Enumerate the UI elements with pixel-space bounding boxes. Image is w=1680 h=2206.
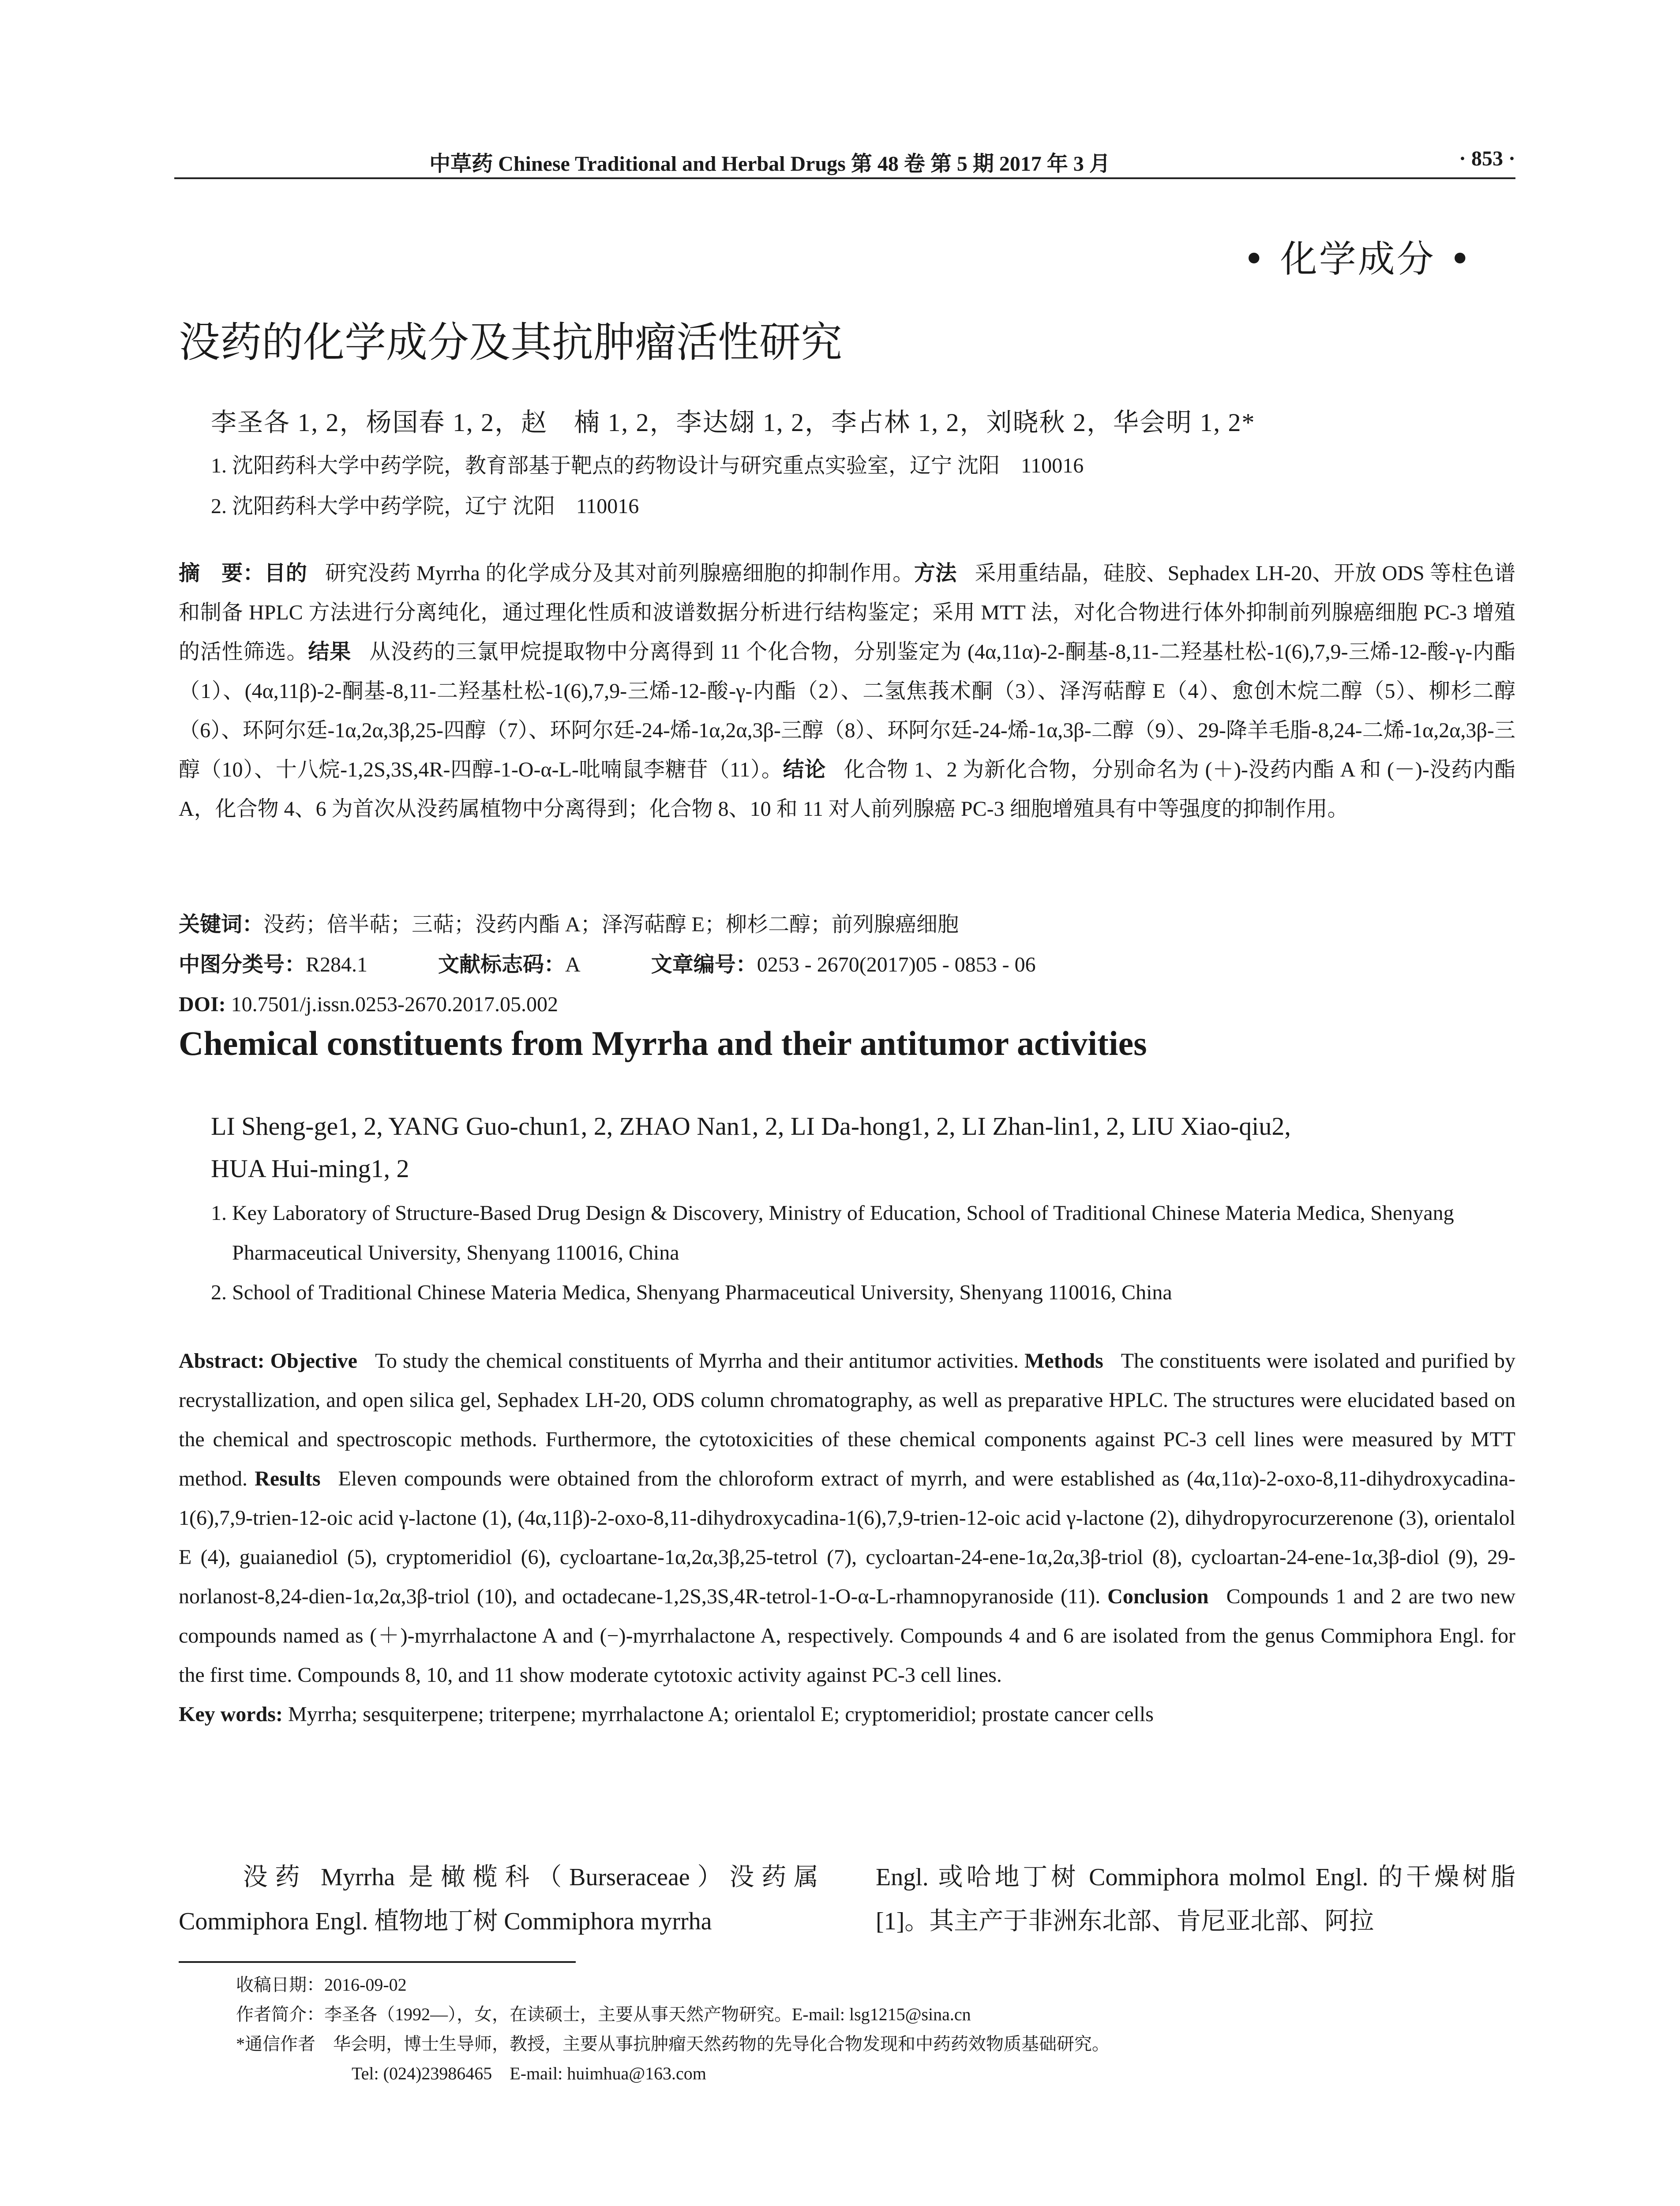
cn-affiliations bbox=[211, 446, 1084, 527]
footnotes bbox=[236, 1970, 1515, 2088]
en-keywords: Myrrha; sesquiterpene; triterpene; myrrhalactone A; orientalol E; cryptomeridiol; prostate cancer cells bbox=[288, 1703, 1154, 1726]
en-affiliation-2: 2. School of Traditional Chinese Materia Medica, Shenyang Pharmaceutical University, Shenyang 110016, China bbox=[211, 1281, 1172, 1304]
cn-objective: 研究没药 Myrrha 的化学成分及其对前列腺癌细胞的抑制作用。 bbox=[325, 562, 914, 585]
doc-code-label: 文献标志码： bbox=[438, 952, 566, 977]
en-authors bbox=[211, 1105, 1490, 1190]
clc-label: 中图分类号： bbox=[179, 952, 306, 977]
en-keywords-line bbox=[179, 1695, 1515, 1734]
en-abstract bbox=[179, 1341, 1515, 1734]
cn-authors: 李圣各 1, 2，杨国春 1, 2，赵 楠 1, 2，李达翃 1, 2，李占林 1, 2，刘晓秋 2，华会明 1, 2* bbox=[211, 408, 1256, 437]
en-authors-line-1: LI Sheng-ge1, 2, YANG Guo-chun1, 2, ZHAO Nan1, 2, LI Da-hong1, 2, LI Zhan-lin1, 2, LIU Xiao-qiu2, bbox=[211, 1112, 1291, 1141]
en-results-label: Results bbox=[255, 1467, 321, 1490]
en-methods-label: Methods bbox=[1024, 1349, 1103, 1373]
footnote-received: 收稿日期：2016-09-02 bbox=[236, 1975, 407, 1995]
cn-keywords: 没药；倍半萜；三萜；没药内酯 A；泽泻萜醇 E；柳杉二醇；前列腺癌细胞 bbox=[263, 913, 959, 936]
en-conclusion-label: Conclusion bbox=[1107, 1585, 1209, 1608]
en-title: Chemical constituents from Myrrha and their antitumor activities bbox=[179, 1024, 1147, 1062]
cn-conclusion-label: 结论 bbox=[783, 757, 826, 782]
cn-methods-label: 方法 bbox=[914, 561, 957, 585]
cn-methods: 采用重结晶，硅胶、Sephadex LH-20、开放 ODS 等柱色谱和制备 HPLC 方法进行分离纯化，通过理化性质和波谱数据分析进行结构鉴定；采用 MTT 法，对化合物进行体外抑制前列腺癌细胞 PC-3 增殖的活性筛选。 bbox=[179, 562, 1515, 664]
cn-abstract-label: 摘 要：目的 bbox=[179, 561, 308, 585]
doi-line bbox=[179, 985, 1515, 1024]
article-no-value: 0253 - 2670(2017)05 - 0853 - 06 bbox=[757, 953, 1036, 976]
en-objective: To study the chemical constituents of Myrrha and their antitumor activities. bbox=[375, 1349, 1019, 1373]
footnote-author-bio: 作者简介：李圣各（1992—），女，在读硕士，主要从事天然产物研究。E-mail: lsg1215@sina.cn bbox=[236, 2004, 971, 2024]
en-conclusion: Compounds 1 and 2 are two new compounds named as (＋)-myrrhalactone A and (−)-myrrhalactone A, respectively. Compounds 4 and 6 are isolated from the genus Commiphora Engl. for the first time. Compounds 8, 10, and 11 show moderate cytotoxic activity against PC-3 cell lines. bbox=[179, 1585, 1516, 1687]
en-keywords-label: Key words: bbox=[179, 1703, 283, 1726]
cn-results: 从没药的三氯甲烷提取物中分离得到 11 个化合物，分别鉴定为 (4α,11α)-2-酮基-8,11-二羟基杜松-1(6),7,9-三烯-12-酸-γ-内酯（1）、(4α,11β)-2-酮基-8,11-二羟基杜松-1(6),7,9-三烯-12-酸-γ-内酯（2）、二氢焦莪术酮（3）、泽泻萜醇 E（4）、愈创木烷二醇（5）、柳杉二醇（6）、环阿尔廷-1α,2α,3β,25-四醇（7）、环阿尔廷-24-烯-1α,2α,3β-三醇（8）、环阿尔廷-24-烯-1α,3β-二醇（9）、29-降羊毛脂-8,24-二烯-1α,2α,3β-三醇（10）、十八烷-1,2S,3S,4R-四醇-1-O-α-L-吡喃鼠李糖苷（11）。 bbox=[179, 640, 1515, 781]
en-results: Eleven compounds were obtained from the chloroform extract of myrrh, and were established as (4α,11α)-2-oxo-8,11-dihydroxycadina-1(6),7,9-trien-12-oic acid γ-lactone (1), (4α,11β)-2-oxo-8,11-dihydroxycadina-1(6),7,9-trien-12-oic acid γ-lactone (2), dihydropyrocurzerenone (3), orientalol E (4), guaianediol (5), cryptomeridiol (6), cycloartane-1α,2α,3β,25-tetrol (7), cycloartan-24-ene-1α,2α,3β-triol (8), cycloartan-24-ene-1α,3β-diol (9), 29-norlanost-8,24-dien-1α,2α,3β-triol (10), and octadecane-1,2S,3S,4R-tetrol-1-O-α-L-rhamnopyranoside (11). bbox=[179, 1467, 1515, 1608]
en-abstract-label: Abstract: Objective bbox=[179, 1349, 357, 1373]
en-authors-line-2: HUA Hui-ming1, 2 bbox=[211, 1154, 409, 1183]
cn-classification-line bbox=[179, 945, 1515, 985]
cn-conclusion: 化合物 1、2 为新化合物，分别命名为 (＋)-没药内酯 A 和 (－)-没药内酯 A，化合物 4、6 为首次从没药属植物中分离得到；化合物 8、10 和 11 对人前列腺癌 PC-3 细胞增殖具有中等强度的抑制作用。 bbox=[179, 758, 1515, 821]
cn-keywords-line bbox=[179, 904, 1515, 945]
footnote-corresponding: *通信作者 华会明，博士生导师，教授，主要从事抗肿瘤天然药物的先导化合物发现和中药药效物质基础研究。 bbox=[236, 2034, 1110, 2054]
en-methods: The constituents were isolated and purified by recrystallization, and open silica gel, Sephadex LH-20, ODS column chromatography, as well as preparative HPLC. The structures were elucidated based on the chemical and spectroscopic methods. Furthermore, the cytotoxicities of these chemical components against PC-3 cell lines were measured by MTT method. bbox=[179, 1349, 1516, 1490]
cn-title: 没药的化学成分及其抗肿瘤活性研究 bbox=[179, 319, 843, 367]
cn-results-label: 结果 bbox=[308, 639, 352, 664]
doi-label: DOI: bbox=[179, 993, 226, 1016]
cn-keywords-label: 关键词： bbox=[179, 912, 264, 937]
cn-abstract bbox=[179, 554, 1515, 829]
page-number: · 853 · bbox=[1459, 147, 1515, 170]
journal-header: 中草药 Chinese Traditional and Herbal Drugs 第 48 卷 第 5 期 2017 年 3 月 bbox=[429, 152, 1110, 176]
running-header bbox=[174, 138, 1515, 177]
footnote-rule bbox=[179, 1961, 576, 1963]
footnote-contact: Tel: (024)23986465 E-mail: huimhua@163.com bbox=[352, 2063, 706, 2083]
cn-affiliation-1: 1. 沈阳药科大学中药学院，教育部基于靶点的药物设计与研究重点实验室，辽宁 沈阳 110016 bbox=[211, 454, 1084, 477]
en-abstract-body bbox=[179, 1341, 1515, 1695]
en-affiliations bbox=[211, 1193, 1517, 1313]
cn-metadata bbox=[179, 904, 1515, 1024]
article-no-label: 文章编号： bbox=[651, 952, 757, 977]
body-column-right: Engl. 或哈地丁树 Commiphora molmol Engl. 的干燥树脂[1]。其主产于非洲东北部、肯尼亚北部、阿拉 bbox=[876, 1864, 1515, 1935]
section-tag: • 化学成分 • bbox=[1243, 237, 1473, 281]
doc-code-value: A bbox=[565, 953, 581, 976]
clc-value: R284.1 bbox=[306, 953, 368, 976]
body-column-left: 没药 Myrrha 是橄榄科（Burseraceae）没药属 Commiphora Engl. 植物地丁树 Commiphora myrrha bbox=[179, 1864, 818, 1935]
cn-affiliation-2: 2. 沈阳药科大学中药学院，辽宁 沈阳 110016 bbox=[211, 495, 639, 518]
doi-link[interactable]: 10.7501/j.issn.0253-2670.2017.05.002 bbox=[231, 993, 559, 1016]
en-affiliation-1: 1. Key Laboratory of Structure-Based Drug Design & Discovery, Ministry of Education, School of Traditional Chinese Materia Medica, Shenyang Pharmaceutical University, Shenyang 110016, China bbox=[211, 1201, 1454, 1264]
header-rule bbox=[174, 177, 1515, 179]
